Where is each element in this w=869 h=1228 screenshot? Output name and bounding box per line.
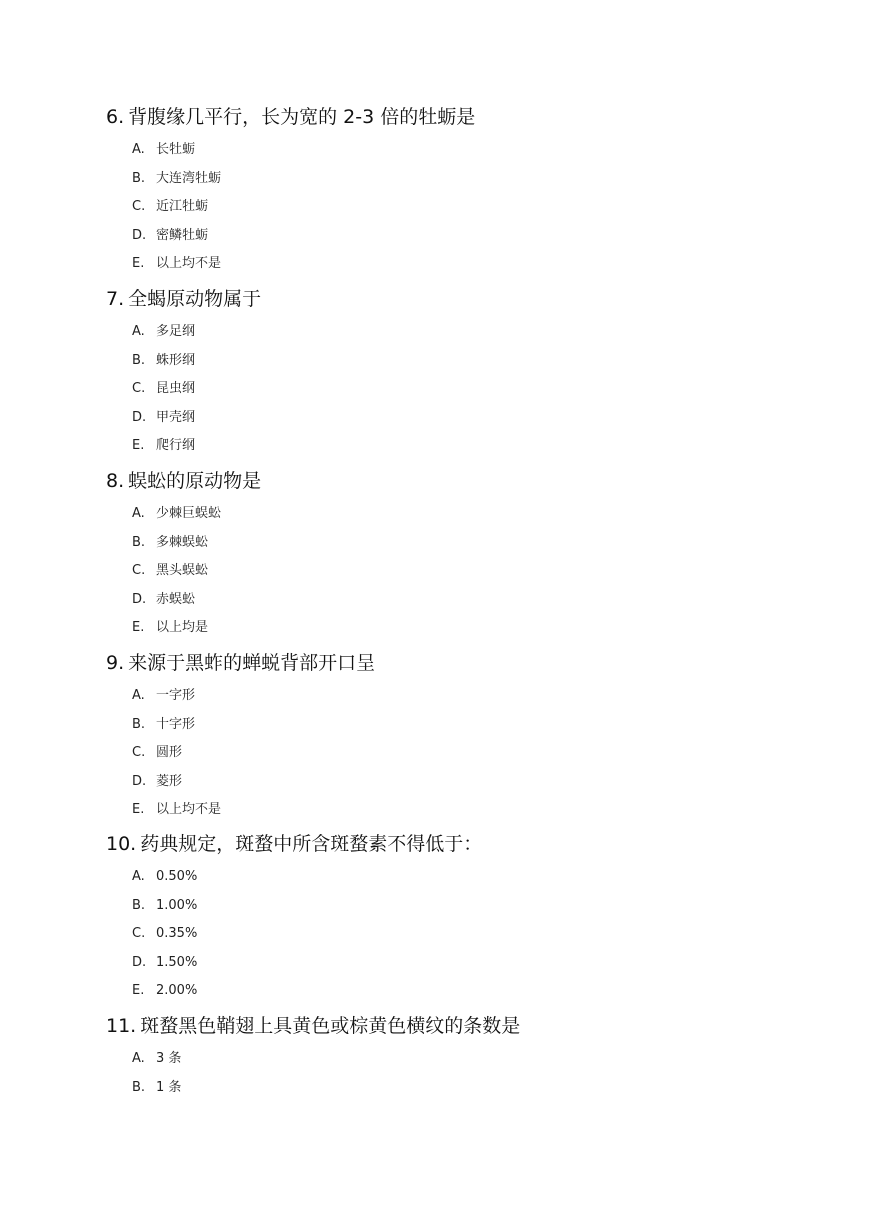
option-letter: B. [132,716,146,732]
option-b [132,1079,826,1097]
option-text: 爬行纲 [156,438,196,453]
option-text: 昆虫纲 [156,381,196,396]
option-b [132,716,826,734]
option-c [132,562,826,580]
option-a [132,141,826,159]
option-c [132,198,826,216]
option-letter: D. [132,773,147,789]
option-text: 0.50% [156,869,198,884]
question-8 [106,469,826,648]
question-9 [106,651,826,830]
option-letter: C. [132,199,146,214]
question-text: 蜈蚣的原动物是 [128,470,262,492]
option-c [132,380,826,398]
option-letter: B. [132,1079,146,1095]
option-text: 圆形 [156,745,183,760]
question-10 [106,832,826,1011]
option-a [132,868,826,886]
option-letter: B. [132,897,146,913]
option-text: 1 条 [156,1079,182,1095]
option-d [132,227,826,245]
option-d [132,591,826,609]
option-e [132,982,826,1000]
option-text: 十字形 [156,716,196,732]
option-letter: E. [132,256,145,271]
option-letter: B. [132,352,146,368]
question-number: 8. [106,470,125,492]
option-text: 3 条 [156,1051,182,1066]
option-letter: E. [132,438,145,453]
option-letter: B. [132,534,146,550]
options-list [106,868,826,1000]
option-a [132,1050,826,1068]
question-title [106,287,826,311]
option-letter: C. [132,926,146,941]
question-6 [106,105,826,284]
option-letter: D. [132,954,147,970]
option-letter: D. [132,591,147,607]
question-text: 背腹缘几平行，长为宽的 2-3 倍的牡蛎是 [128,106,476,128]
question-text: 全蝎原动物属于 [128,288,262,310]
question-text: 药典规定，斑蝥中所含斑蝥素不得低于： [140,833,483,855]
option-letter: A. [132,869,145,884]
options-list [106,323,826,455]
option-text: 2.00% [156,983,198,998]
option-text: 一字形 [156,688,196,703]
option-text: 1.00% [156,897,198,913]
option-e [132,801,826,819]
question-number: 6. [106,106,125,128]
options-list [106,1050,826,1097]
option-letter: C. [132,745,146,760]
question-11 [106,1014,826,1107]
option-text: 黑头蜈蚣 [156,563,209,578]
option-letter: D. [132,409,147,425]
option-text: 密鳞牡蛎 [156,227,209,243]
question-text: 斑蝥黑色鞘翅上具黄色或棕黄色横纹的条数是 [140,1015,521,1037]
question-title [106,1014,826,1038]
question-title [106,832,826,856]
option-text: 赤蜈蚣 [156,591,196,607]
option-b [132,170,826,188]
option-letter: E. [132,802,145,817]
question-number: 9. [106,652,125,674]
option-d [132,954,826,972]
option-text: 多足纲 [156,324,196,339]
options-list [106,141,826,273]
option-letter: E. [132,983,145,998]
option-letter: C. [132,381,146,396]
option-text: 蛛形纲 [156,352,196,368]
question-number: 7. [106,288,125,310]
option-letter: A. [132,506,145,521]
option-text: 以上均是 [156,620,209,635]
question-title [106,651,826,675]
option-letter: D. [132,227,147,243]
option-a [132,323,826,341]
option-text: 以上均不是 [156,256,222,271]
option-text: 菱形 [156,773,183,789]
option-letter: A. [132,142,145,157]
option-letter: E. [132,620,145,635]
option-e [132,437,826,455]
option-b [132,534,826,552]
options-list [106,687,826,819]
question-number: 10. [106,833,137,855]
question-title [106,469,826,493]
question-text: 来源于黑蚱的蝉蜕背部开口呈 [128,652,376,674]
option-a [132,505,826,523]
option-e [132,255,826,273]
option-text: 大连湾牡蛎 [156,170,222,186]
question-7 [106,287,826,466]
option-text: 0.35% [156,926,198,941]
option-b [132,897,826,915]
option-d [132,773,826,791]
option-text: 以上均不是 [156,802,222,817]
option-text: 少棘巨蜈蚣 [156,506,222,521]
option-d [132,409,826,427]
option-letter: A. [132,688,145,703]
option-a [132,687,826,705]
option-c [132,744,826,762]
option-c [132,925,826,943]
option-text: 甲壳纲 [156,409,196,425]
option-b [132,352,826,370]
option-letter: C. [132,563,146,578]
option-e [132,619,826,637]
option-letter: A. [132,1051,145,1066]
question-title [106,105,826,129]
option-text: 1.50% [156,954,198,970]
options-list [106,505,826,637]
option-text: 长牡蛎 [156,142,196,157]
question-number: 11. [106,1015,137,1037]
option-letter: B. [132,170,146,186]
option-text: 近江牡蛎 [156,199,209,214]
option-text: 多棘蜈蚣 [156,534,209,550]
option-letter: A. [132,324,145,339]
